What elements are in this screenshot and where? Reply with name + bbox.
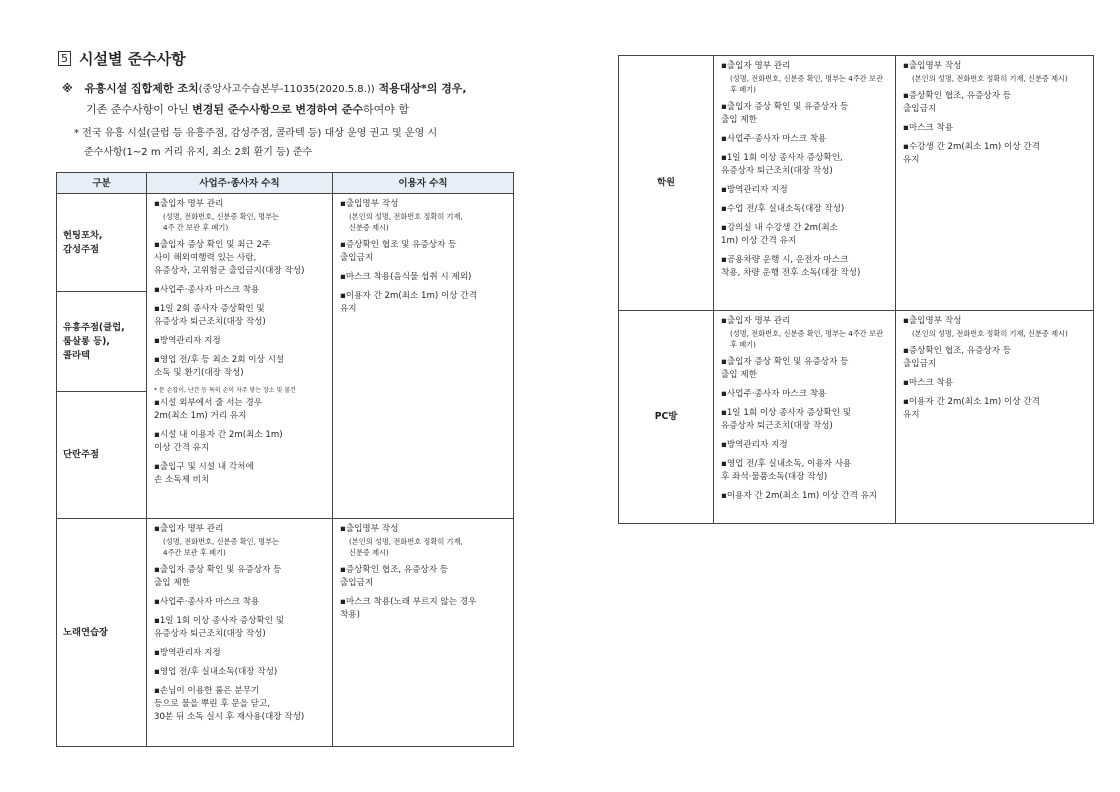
rule-item: [903, 60, 1088, 84]
rule-footnote: * 문 손잡이, 난간 등 특히 손이 자주 닿는 장소 및 물건: [154, 387, 296, 394]
category-label: 노래연습장: [63, 626, 108, 638]
rule-detail: (본인의 성명, 전화번호 정확히 기재, 신분증 제시): [912, 74, 1068, 83]
rule-item: [721, 222, 890, 248]
rule-item: [154, 596, 327, 609]
rule-text: ▪수업 전/후 실내소독(대장 작성): [721, 204, 845, 214]
rule-text: ▪출입자 증상 확인 및 유증상자 등 출입 제한: [154, 565, 282, 588]
rule-text: ▪영업 전/후 실내소독, 이용자 사용 후 좌석·물품소독(대장 작성): [721, 459, 852, 482]
owner-rules-list: [715, 312, 894, 511]
rule-text: ▪수강생 간 2m(최소 1m) 이상 간격 유지: [903, 142, 1040, 165]
rule-item: [721, 356, 890, 382]
notice-text-c: 적용대상*의 경우,: [374, 82, 467, 95]
owner-rules-list: [148, 195, 331, 495]
rule-item: [154, 239, 327, 278]
rule-item: [154, 335, 327, 348]
rule-item: [903, 122, 1088, 135]
category-danran-bar: [57, 392, 147, 519]
owner-rules-list: [715, 57, 894, 288]
rule-text: ▪공용차량 운행 시, 운전자 마스크 착용, 차량 운행 전후 소독(대장 작성): [721, 255, 861, 278]
rule-item: [154, 386, 327, 395]
rule-item: [721, 407, 890, 433]
rule-detail: (성명, 전화번호, 신분증 확인, 명부는 4주 간 보관 후 폐기): [163, 212, 280, 232]
rule-item: [154, 354, 327, 380]
rule-item: [721, 133, 890, 146]
rule-text: ▪손님이 이용한 룸은 분무기 등으로 물을 뿌린 후 문을 닫고, 30분 뒤 소독 실시 후 재사용(대장 작성): [154, 686, 305, 722]
rule-item: [340, 290, 508, 316]
user-rules-list: [897, 57, 1092, 175]
rule-text: ▪시설 내 이용자 간 2m(최소 1m) 이상 간격 유지: [154, 430, 283, 453]
rule-text: ▪이용자 간 2m(최소 1m) 이상 간격 유지: [340, 291, 477, 314]
rule-text: ▪출입명부 작성: [903, 61, 962, 71]
rule-text: ▪출입자 명부 관리: [721, 316, 791, 326]
section-title-text: 시설별 준수사항: [79, 50, 186, 68]
rule-item: [721, 184, 890, 197]
category-entertainment-bar: [57, 292, 147, 392]
section-title: [58, 48, 516, 69]
right-page: [618, 55, 1093, 524]
rule-item: [154, 397, 327, 423]
rule-item: [721, 60, 890, 95]
category-karaoke: [57, 519, 147, 747]
rule-item: [721, 458, 890, 484]
section-number-box: 5: [58, 51, 71, 66]
reference-mark: ※: [62, 82, 73, 95]
rule-item: [903, 345, 1088, 371]
rule-detail: (성명, 전화번호, 신분증 확인, 명부는 4주간 보관 후 폐기): [730, 74, 883, 94]
rule-text: ▪증상확인 협조 및 유증상자 등 출입금지: [340, 240, 457, 263]
rule-item: [154, 685, 327, 724]
rule-item: [340, 523, 508, 558]
rules-table-right: [618, 55, 1094, 524]
rule-text: ▪출입구 및 시설 내 각처에 손 소독제 비치: [154, 462, 254, 485]
notice-text-a: 유흥시설 집합제한 조치: [84, 82, 199, 95]
owner-rules-cell-pc: [714, 311, 896, 524]
notice-paragraph: [56, 79, 516, 120]
rule-item: [154, 564, 327, 590]
user-rules-cell-hakwon: [896, 56, 1094, 311]
user-rules-list: [334, 520, 512, 630]
notice-text-b: (중앙사고수습본부-11035(2020.5.8.)): [198, 84, 375, 95]
rule-item: [154, 647, 327, 660]
rule-text: ▪1일 2회 종사자 증상확인 및 유증상자 퇴근조치(대장 작성): [154, 304, 266, 327]
rule-item: [154, 198, 327, 233]
rule-text: ▪방역관리자 지정: [721, 185, 788, 195]
rule-item: [154, 303, 327, 329]
footnote-paragraph: [56, 124, 516, 162]
rule-item: [721, 439, 890, 452]
rule-text: ▪마스크 착용: [903, 123, 954, 133]
rule-item: [903, 90, 1088, 116]
rule-item: [721, 315, 890, 350]
rule-text: ▪출입자 증상 확인 및 최근 2주 사이 해외여행력 있는 사람, 유증상자, 고위험군 출입금지(대장 작성): [154, 240, 305, 276]
owner-rules-cell-1: [147, 194, 333, 519]
rule-item: [154, 284, 327, 297]
category-label: 유흥주점(클럽, 룸살롱 등), 콜라텍: [63, 321, 125, 361]
left-page: [56, 48, 516, 747]
rule-text: ▪증상확인 협조, 유증상자 등 출입금지: [340, 565, 449, 588]
category-label: PC방: [654, 411, 678, 422]
notice-line2-a: 기존 준수사항이 아닌: [86, 103, 193, 116]
notice-line2-c: 하여야 함: [363, 103, 410, 116]
notice-line2-b: 변경된 준수사항으로 변경하여 준수: [192, 103, 364, 116]
rule-item: [903, 377, 1088, 390]
rule-item: [903, 396, 1088, 422]
rule-text: ▪이용자 간 2m(최소 1m) 이상 간격 유지: [903, 397, 1040, 420]
rule-text: ▪사업주·종사자 마스크 착용: [154, 285, 260, 295]
rule-text: ▪방역관리자 지정: [721, 440, 788, 450]
owner-rules-cell-2: [147, 519, 333, 747]
rule-text: ▪출입자 명부 관리: [721, 61, 791, 71]
rule-item: [154, 523, 327, 558]
rule-text: ▪출입자 증상 확인 및 유증상자 등 출입 제한: [721, 357, 849, 380]
rule-detail: (성명, 전화번호, 신분증 확인, 명부는 4주간 보관 후 폐기): [730, 329, 883, 349]
rule-text: ▪사업주·종사자 마스크 착용: [721, 389, 827, 399]
footnote-line-1: * 전국 유흥 시설(클럽 등 유흥주점, 감성주점, 콜라텍 등) 대상 운영 권고 및 운영 시: [74, 128, 438, 139]
rule-text: ▪1일 1회 이상 종사자 증상확인, 유증상자 퇴근조치(대장 작성): [721, 153, 843, 176]
category-label: 단란주점: [63, 449, 99, 460]
rule-item: [721, 152, 890, 178]
rule-item: [903, 315, 1088, 339]
rule-item: [154, 666, 327, 679]
user-rules-cell-1: [333, 194, 514, 519]
rule-text: ▪방역관리자 지정: [154, 648, 221, 658]
rule-text: ▪마스크 착용(노래 부르지 않는 경우 착용): [340, 597, 477, 620]
rule-detail: (성명, 전화번호, 신분증 확인, 명부는 4주간 보관 후 폐기): [163, 537, 280, 557]
rule-text: ▪방역관리자 지정: [154, 336, 221, 346]
rule-text: ▪출입명부 작성: [340, 199, 399, 209]
owner-rules-cell-hakwon: [714, 56, 896, 311]
rule-text: ▪사업주·종사자 마스크 착용: [721, 134, 827, 144]
rule-item: [340, 271, 508, 284]
rule-text: ▪1일 1회 이상 종사자 증상확인 및 유증상자 퇴근조치(대장 작성): [721, 408, 852, 431]
rule-text: ▪마스크 착용(음식물 섭취 시 제외): [340, 272, 472, 282]
category-pc-bang: [619, 311, 714, 524]
rule-text: ▪출입자 명부 관리: [154, 199, 224, 209]
rule-detail: (본인의 성명, 전화번호 정확히 기재, 신분증 제시): [349, 212, 463, 232]
rule-item: [721, 490, 890, 503]
header-category: 구분: [57, 173, 147, 194]
rule-text: ▪출입명부 작성: [340, 524, 399, 534]
rule-text: ▪출입자 명부 관리: [154, 524, 224, 534]
user-rules-list: [897, 312, 1092, 430]
rule-item: [721, 388, 890, 401]
rules-table-left: [56, 172, 514, 747]
rule-item: [340, 564, 508, 590]
rule-item: [340, 198, 508, 233]
user-rules-cell-2: [333, 519, 514, 747]
footnote-line-2: 준수사항(1~2 m 거리 유지, 최소 2회 환기 등) 준수: [84, 147, 313, 158]
category-hunting-pocha: [57, 194, 147, 292]
user-rules-list: [334, 195, 512, 324]
rule-text: ▪출입명부 작성: [903, 316, 962, 326]
rule-text: ▪증상확인 협조, 유증상자 등 출입금지: [903, 346, 1012, 369]
rule-item: [154, 461, 327, 487]
header-user-rules: 이용자 수칙: [333, 173, 514, 194]
rule-text: ▪영업 전/후 실내소독(대장 작성): [154, 667, 278, 677]
rule-text: ▪시설 외부에서 줄 서는 경우 2m(최소 1m) 거리 유지: [154, 398, 263, 421]
rule-item: [154, 429, 327, 455]
user-rules-cell-pc: [896, 311, 1094, 524]
rule-text: ▪사업주·종사자 마스크 착용: [154, 597, 260, 607]
rule-text: ▪1일 1회 이상 종사자 증상확인 및 유증상자 퇴근조치(대장 작성): [154, 616, 285, 639]
category-label: 학원: [657, 177, 675, 188]
owner-rules-list: [148, 520, 331, 732]
rule-item: [721, 254, 890, 280]
rule-text: ▪출입자 증상 확인 및 유증상자 등 출입 제한: [721, 102, 849, 125]
rule-detail: (본인의 성명, 전화번호 정확히 기재, 신분증 제시): [912, 329, 1068, 338]
rule-item: [721, 101, 890, 127]
rule-text: ▪영업 전/후 등 최소 2회 이상 시설 소독 및 환기(대장 작성): [154, 355, 285, 378]
rule-item: [340, 596, 508, 622]
header-owner-rules: 사업주·종사자 수칙: [147, 173, 333, 194]
category-label: 헌팅포차, 감성주점: [63, 229, 103, 255]
category-hakwon: [619, 56, 714, 311]
rule-item: [154, 615, 327, 641]
rule-item: [903, 141, 1088, 167]
rule-text: ▪이용자 간 2m(최소 1m) 이상 간격 유지: [721, 491, 878, 501]
rule-item: [721, 203, 890, 216]
rule-detail: (본인의 성명, 전화번호 정확히 기재, 신분증 제시): [349, 537, 463, 557]
rule-text: ▪마스크 착용: [903, 378, 954, 388]
rule-item: [340, 239, 508, 265]
rule-text: ▪증상확인 협조, 유증상자 등 출입금지: [903, 91, 1012, 114]
rule-text: ▪강의실 내 수강생 간 2m(최소 1m) 이상 간격 유지: [721, 223, 838, 246]
